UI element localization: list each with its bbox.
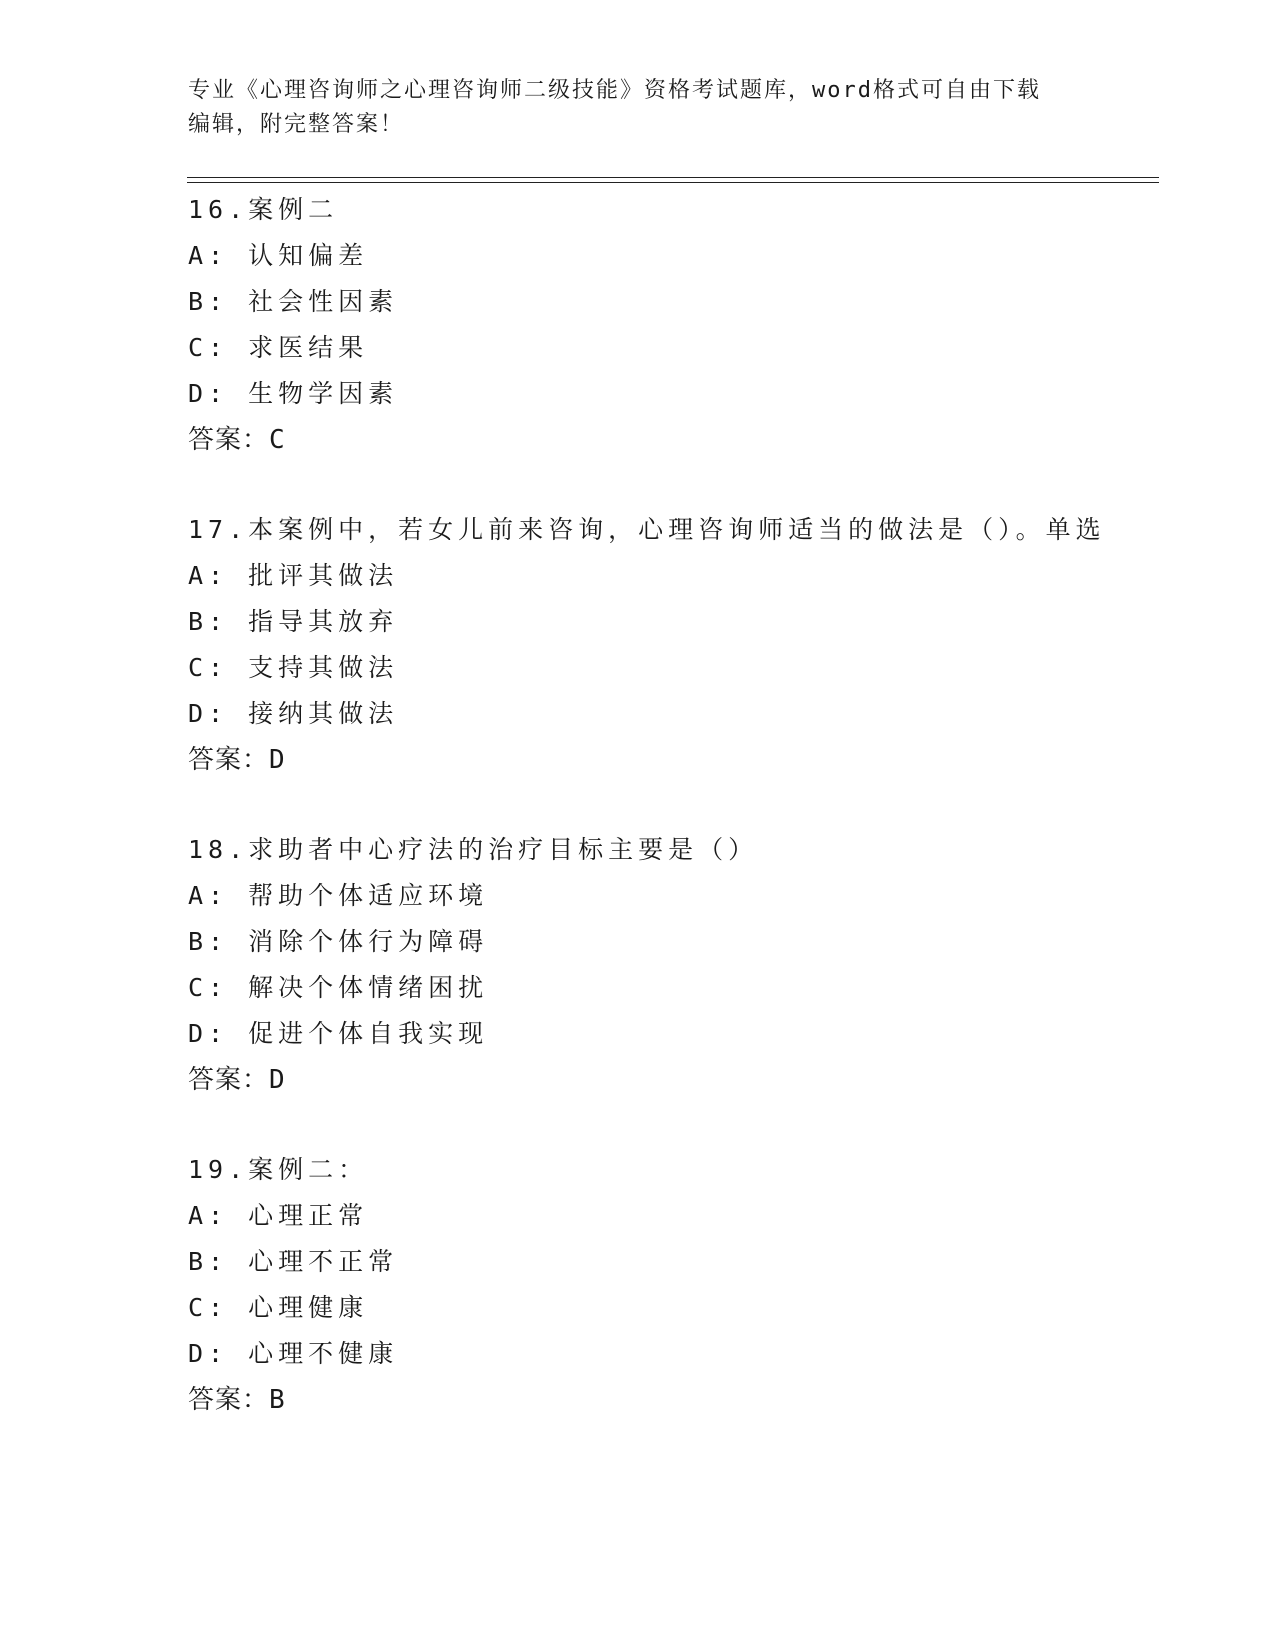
option-a: A: 帮助个体适应环境 (188, 881, 489, 910)
answer-line (188, 1377, 1188, 1423)
document-header (188, 74, 1088, 142)
answer-line (188, 417, 1188, 463)
answer-label: 答案： (188, 1385, 270, 1415)
option-b: B: 社会性因素 (188, 287, 399, 316)
answer-label: 答案： (188, 425, 270, 455)
option-c: C: 解决个体情绪困扰 (188, 973, 489, 1002)
option-b: B: 心理不正常 (188, 1247, 399, 1276)
answer-value: D (269, 1065, 286, 1095)
answer-label: 答案： (188, 1065, 270, 1095)
option-b: B: 消除个体行为障碍 (188, 927, 489, 956)
question-stem: 19.案例二： (188, 1155, 369, 1184)
option-a: A: 心理正常 (188, 1201, 369, 1230)
header-divider-top (187, 177, 1159, 178)
option-b: B: 指导其放弃 (188, 607, 399, 636)
option-d: D: 促进个体自我实现 (188, 1019, 489, 1048)
answer-line (188, 737, 1188, 783)
option-d: D: 生物学因素 (188, 379, 399, 408)
answer-value: B (269, 1385, 286, 1415)
option-c: C: 心理健康 (188, 1293, 369, 1322)
option-c: C: 支持其做法 (188, 653, 399, 682)
question-stem: 17.本案例中，若女儿前来咨询，心理咨询师适当的做法是（）。单选 (188, 515, 1106, 544)
question-stem: 18.求助者中心疗法的治疗目标主要是（） (188, 835, 759, 864)
answer-line (188, 1057, 1188, 1103)
header-line-1: 专业《心理咨询师之心理咨询师二级技能》资格考试题库，word格式可自由下载 (188, 78, 1041, 103)
option-a: A: 批评其做法 (188, 561, 399, 590)
question-19 (188, 1147, 1188, 1423)
question-17 (188, 507, 1188, 783)
option-c: C: 求医结果 (188, 333, 369, 362)
header-line-2: 编辑，附完整答案！ (188, 112, 405, 137)
option-d: D: 接纳其做法 (188, 699, 399, 728)
answer-value: C (269, 425, 286, 455)
option-a: A: 认知偏差 (188, 241, 369, 270)
question-16 (188, 187, 1188, 463)
answer-label: 答案： (188, 745, 270, 775)
question-18 (188, 827, 1188, 1103)
answer-value: D (269, 745, 286, 775)
header-divider-bottom (187, 182, 1159, 183)
question-stem: 16.案例二 (188, 195, 339, 224)
option-d: D: 心理不健康 (188, 1339, 399, 1368)
